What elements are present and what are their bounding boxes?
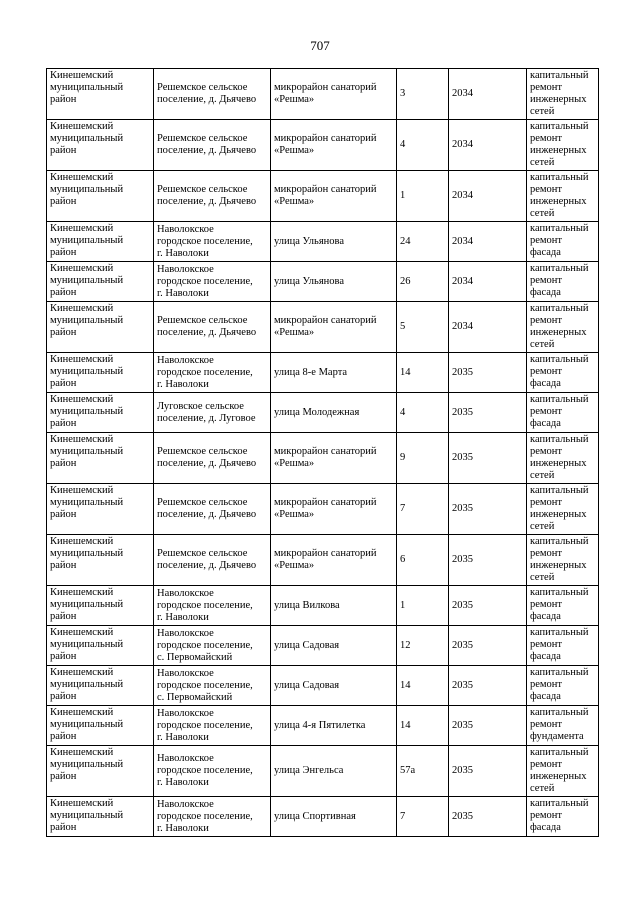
work-type-cell: капитальный ремонт фасада	[527, 797, 599, 837]
table-row	[47, 262, 599, 302]
municipality-cell: Кинешемский муниципальный район	[47, 433, 154, 484]
table-row	[47, 746, 599, 797]
street-cell: улица Садовая	[271, 626, 397, 666]
house-cell: 3	[397, 69, 449, 120]
year-cell: 2034	[449, 69, 527, 120]
municipality-cell: Кинешемский муниципальный район	[47, 626, 154, 666]
work-type-cell: капитальный ремонт инженерных сетей	[527, 433, 599, 484]
house-cell: 5	[397, 302, 449, 353]
table-row	[47, 69, 599, 120]
street-cell: микрорайон санаторий «Решма»	[271, 171, 397, 222]
house-cell: 4	[397, 393, 449, 433]
street-cell: улица 4-я Пятилетка	[271, 706, 397, 746]
house-cell: 26	[397, 262, 449, 302]
street-cell: улица 8-е Марта	[271, 353, 397, 393]
house-cell: 14	[397, 666, 449, 706]
work-type-cell: капитальный ремонт фасада	[527, 586, 599, 626]
settlement-cell: Решемское сельское поселение, д. Дьячево	[154, 120, 271, 171]
street-cell: микрорайон санаторий «Решма»	[271, 120, 397, 171]
year-cell: 2035	[449, 535, 527, 586]
year-cell: 2034	[449, 120, 527, 171]
settlement-cell: Наволокское городское поселение, г. Наволоки	[154, 222, 271, 262]
table-row	[47, 706, 599, 746]
house-cell: 24	[397, 222, 449, 262]
settlement-cell: Луговское сельское поселение, д. Луговое	[154, 393, 271, 433]
settlement-cell: Наволокское городское поселение, с. Первомайский	[154, 626, 271, 666]
settlement-cell: Решемское сельское поселение, д. Дьячево	[154, 302, 271, 353]
municipality-cell: Кинешемский муниципальный район	[47, 353, 154, 393]
municipality-cell: Кинешемский муниципальный район	[47, 706, 154, 746]
settlement-cell: Наволокское городское поселение, с. Первомайский	[154, 666, 271, 706]
municipality-cell: Кинешемский муниципальный район	[47, 120, 154, 171]
table-row	[47, 586, 599, 626]
street-cell: улица Садовая	[271, 666, 397, 706]
municipality-cell: Кинешемский муниципальный район	[47, 746, 154, 797]
house-cell: 57а	[397, 746, 449, 797]
municipality-cell: Кинешемский муниципальный район	[47, 797, 154, 837]
repair-schedule-table	[46, 68, 599, 837]
settlement-cell: Решемское сельское поселение, д. Дьячево	[154, 433, 271, 484]
house-cell: 1	[397, 586, 449, 626]
year-cell: 2035	[449, 586, 527, 626]
table-row	[47, 393, 599, 433]
year-cell: 2035	[449, 797, 527, 837]
house-cell: 1	[397, 171, 449, 222]
house-cell: 6	[397, 535, 449, 586]
house-cell: 4	[397, 120, 449, 171]
work-type-cell: капитальный ремонт фасада	[527, 262, 599, 302]
year-cell: 2034	[449, 222, 527, 262]
year-cell: 2035	[449, 393, 527, 433]
municipality-cell: Кинешемский муниципальный район	[47, 302, 154, 353]
municipality-cell: Кинешемский муниципальный район	[47, 666, 154, 706]
work-type-cell: капитальный ремонт фасада	[527, 666, 599, 706]
settlement-cell: Наволокское городское поселение, г. Наволоки	[154, 797, 271, 837]
year-cell: 2035	[449, 484, 527, 535]
table-row	[47, 171, 599, 222]
municipality-cell: Кинешемский муниципальный район	[47, 262, 154, 302]
municipality-cell: Кинешемский муниципальный район	[47, 222, 154, 262]
settlement-cell: Наволокское городское поселение, г. Наволоки	[154, 586, 271, 626]
work-type-cell: капитальный ремонт инженерных сетей	[527, 302, 599, 353]
house-cell: 14	[397, 706, 449, 746]
year-cell: 2034	[449, 262, 527, 302]
table-row	[47, 666, 599, 706]
municipality-cell: Кинешемский муниципальный район	[47, 484, 154, 535]
settlement-cell: Решемское сельское поселение, д. Дьячево	[154, 69, 271, 120]
work-type-cell: капитальный ремонт инженерных сетей	[527, 484, 599, 535]
work-type-cell: капитальный ремонт фасада	[527, 222, 599, 262]
work-type-cell: капитальный ремонт инженерных сетей	[527, 746, 599, 797]
house-cell: 12	[397, 626, 449, 666]
table-row	[47, 797, 599, 837]
work-type-cell: капитальный ремонт фасада	[527, 626, 599, 666]
work-type-cell: капитальный ремонт инженерных сетей	[527, 535, 599, 586]
year-cell: 2035	[449, 746, 527, 797]
street-cell: микрорайон санаторий «Решма»	[271, 535, 397, 586]
work-type-cell: капитальный ремонт инженерных сетей	[527, 171, 599, 222]
work-type-cell: капитальный ремонт инженерных сетей	[527, 69, 599, 120]
municipality-cell: Кинешемский муниципальный район	[47, 535, 154, 586]
table-row	[47, 484, 599, 535]
settlement-cell: Наволокское городское поселение, г. Наволоки	[154, 706, 271, 746]
street-cell: улица Энгельса	[271, 746, 397, 797]
house-cell: 14	[397, 353, 449, 393]
year-cell: 2035	[449, 666, 527, 706]
table-row	[47, 222, 599, 262]
year-cell: 2035	[449, 626, 527, 666]
year-cell: 2035	[449, 353, 527, 393]
house-cell: 7	[397, 797, 449, 837]
street-cell: улица Молодежная	[271, 393, 397, 433]
municipality-cell: Кинешемский муниципальный район	[47, 69, 154, 120]
work-type-cell: капитальный ремонт инженерных сетей	[527, 120, 599, 171]
work-type-cell: капитальный ремонт фундамента	[527, 706, 599, 746]
municipality-cell: Кинешемский муниципальный район	[47, 586, 154, 626]
year-cell: 2035	[449, 433, 527, 484]
work-type-cell: капитальный ремонт фасада	[527, 393, 599, 433]
municipality-cell: Кинешемский муниципальный район	[47, 393, 154, 433]
street-cell: микрорайон санаторий «Решма»	[271, 69, 397, 120]
house-cell: 9	[397, 433, 449, 484]
street-cell: улица Спортивная	[271, 797, 397, 837]
table-row	[47, 120, 599, 171]
settlement-cell: Наволокское городское поселение, г. Наволоки	[154, 746, 271, 797]
settlement-cell: Наволокское городское поселение, г. Наволоки	[154, 353, 271, 393]
year-cell: 2034	[449, 171, 527, 222]
table-row	[47, 626, 599, 666]
settlement-cell: Решемское сельское поселение, д. Дьячево	[154, 171, 271, 222]
table-row	[47, 302, 599, 353]
settlement-cell: Решемское сельское поселение, д. Дьячево	[154, 535, 271, 586]
street-cell: улица Ульянова	[271, 222, 397, 262]
year-cell: 2035	[449, 706, 527, 746]
street-cell: микрорайон санаторий «Решма»	[271, 302, 397, 353]
house-cell: 7	[397, 484, 449, 535]
table-row	[47, 433, 599, 484]
street-cell: микрорайон санаторий «Решма»	[271, 484, 397, 535]
street-cell: улица Вилкова	[271, 586, 397, 626]
settlement-cell: Наволокское городское поселение, г. Наволоки	[154, 262, 271, 302]
settlement-cell: Решемское сельское поселение, д. Дьячево	[154, 484, 271, 535]
street-cell: микрорайон санаторий «Решма»	[271, 433, 397, 484]
table-row	[47, 353, 599, 393]
municipality-cell: Кинешемский муниципальный район	[47, 171, 154, 222]
table-row	[47, 535, 599, 586]
work-type-cell: капитальный ремонт фасада	[527, 353, 599, 393]
year-cell: 2034	[449, 302, 527, 353]
street-cell: улица Ульянова	[271, 262, 397, 302]
page-number: 707	[310, 38, 330, 53]
